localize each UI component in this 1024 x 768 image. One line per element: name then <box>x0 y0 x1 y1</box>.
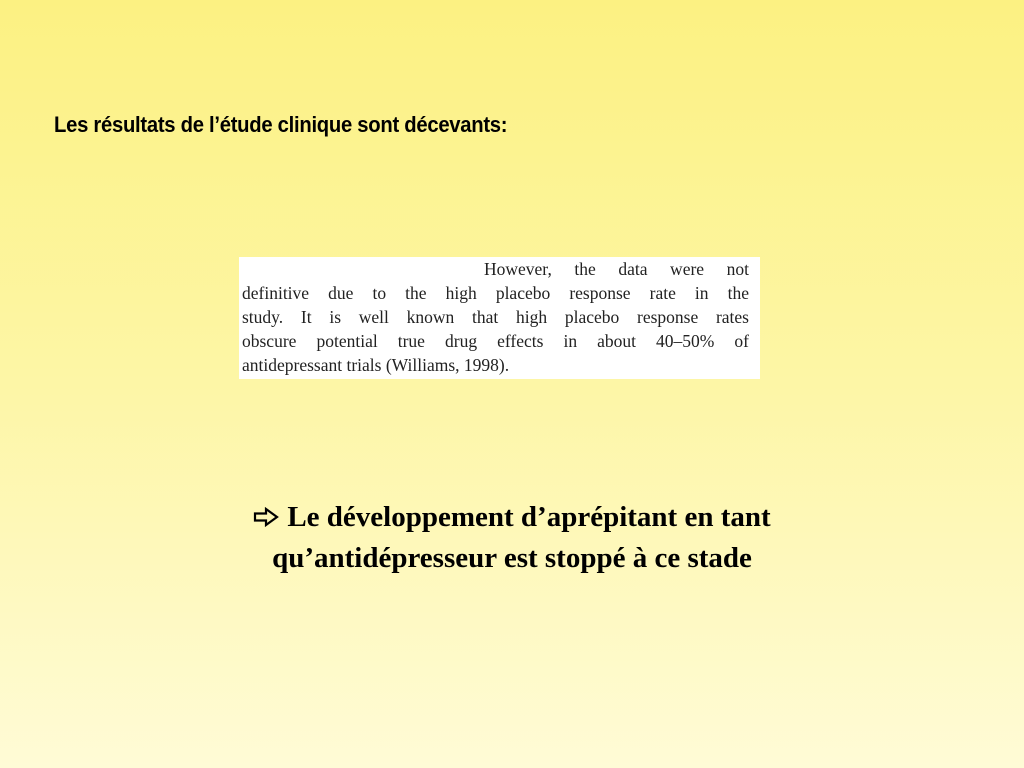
right-arrow-outline-icon <box>253 507 279 527</box>
quote-excerpt-image <box>239 257 760 379</box>
quote-line-1: However, the data were not <box>484 259 749 279</box>
quote-line-4: obscure potential true drug effects in about 40–50% of <box>242 331 749 351</box>
slide-title: Les résultats de l’étude clinique sont décevants: <box>54 112 508 137</box>
quote-line-5: antidepressant trials (Williams, 1998). <box>242 355 510 375</box>
quote-line-3: study. It is well known that high placebo response rates <box>242 307 749 327</box>
conclusion-line-1-row <box>0 497 1024 538</box>
quote-line-2: definitive due to the high placebo response rate in the <box>242 283 749 303</box>
conclusion-line-2: qu’antidépresseur est stoppé à ce stade <box>272 542 752 574</box>
conclusion-line-1: Le développement d’aprépitant en tant <box>287 501 771 533</box>
conclusion-text <box>0 497 1024 579</box>
